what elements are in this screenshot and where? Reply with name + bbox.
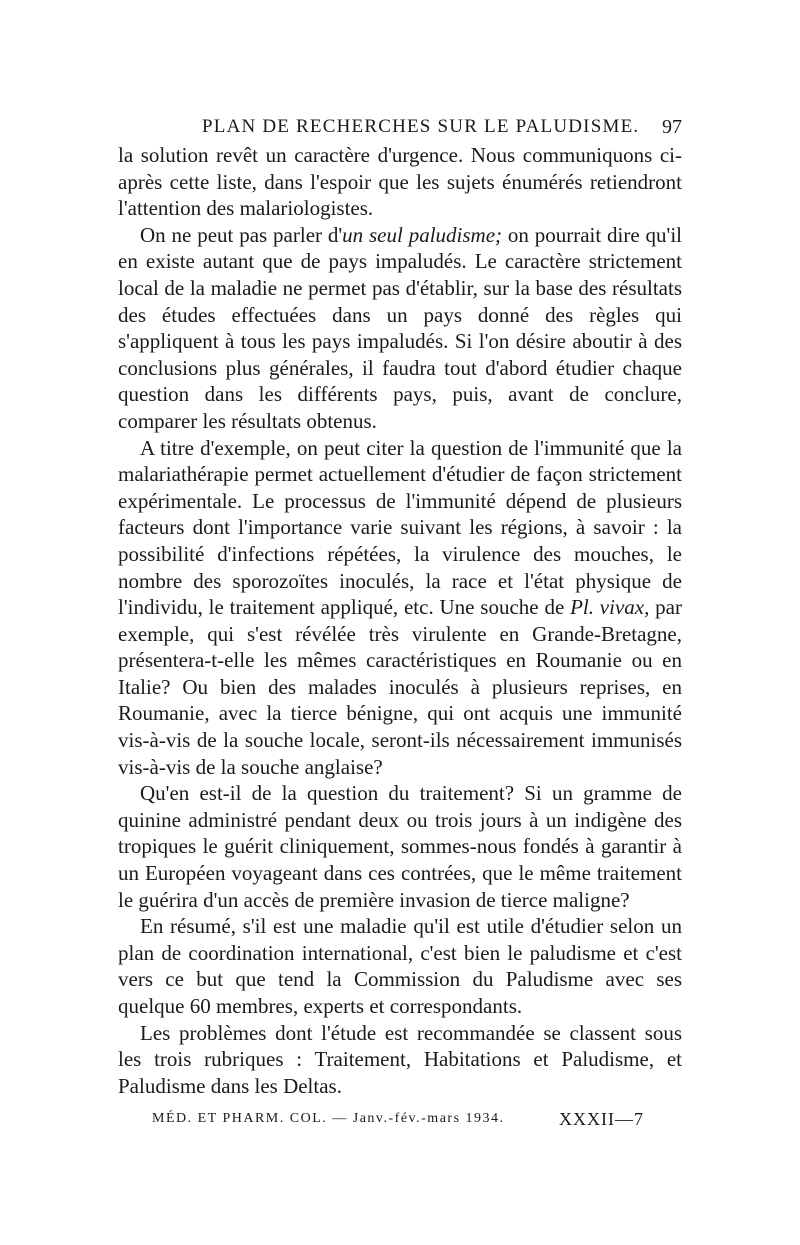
running-title: PLAN DE RECHERCHES SUR LE PALUDISME. bbox=[202, 116, 640, 137]
page-footer bbox=[118, 1107, 682, 1135]
paragraph-text: A titre d'exemple, on peut citer la question de l'immunité que la malariathérapie permet actuellement d'étudier de façon strictement expérimentale. Le processus de l'immunité dépend de plusieurs facteurs dont l'importance varie suivant les régions, à savoir : la possibilité d'infections répétées, la virulence des mouches, le nombre des sporozoïtes inoculés, la race et l'état physique de l'individu, le traitement appliqué, etc. Une souche de bbox=[118, 435, 682, 620]
paragraph: Qu'en est-il de la question du traitement? Si un gramme de quinine administré pendant deux ou trois jours à un indigène des tropiques le guérit cliniquement, sommes-nous fondés à garantir à un Européen voyageant dans ces contrées, que le même traitement le guérira d'un accès de première invasion de tierce maligne? bbox=[118, 781, 682, 912]
journal-source: MÉD. ET PHARM. COL. — Janv.-fév.-mars 1934. bbox=[152, 1111, 505, 1127]
emphasis: Pl. vivax, bbox=[570, 595, 650, 620]
paragraph bbox=[118, 435, 682, 781]
paragraph-text: par exemple, qui s'est révélée très virulente en Grande-Bretagne, présentera-t-elle les mêmes caractéristiques en Roumanie ou en Italie? Ou bien des malades inoculés à plusieurs reprises, en Roumanie, avec la tierce bénigne, qui ont acquis une immunité vis-à-vis de la souche locale, seront-ils nécessairement immunisés vis-à-vis de la souche anglaise? bbox=[118, 595, 682, 779]
emphasis: un seul paludisme; bbox=[342, 222, 503, 247]
paragraph: En résumé, s'il est une maladie qu'il est utile d'étudier selon un plan de coordination international, c'est bien le paludisme et c'est vers ce but que tend la Commission du Paludisme avec ses quelque 60 membres, experts et correspondants. bbox=[118, 914, 682, 1018]
book-page bbox=[118, 112, 682, 1135]
paragraph: la solution revêt un caractère d'urgence. Nous communiquons ci-après cette liste, dans l'espoir que les sujets énumérés retiendront l'attention des malariologistes. bbox=[118, 143, 682, 221]
running-head bbox=[118, 112, 682, 142]
paragraph-text: on pourrait dire qu'il en existe autant que de pays impaludés. Le caractère strictement local de la maladie ne permet pas d'établir, sur la base des résultats des études effectuées dans un pays donné des règles qui s'appliquent à tous les pays impaludés. Si l'on désire aboutir à des conclusions plus générales, il faudra tout d'abord étudier chaque question dans les différents pays, puis, avant de conclure, comparer les résultats obtenus. bbox=[118, 222, 683, 433]
paragraph: Les problèmes dont l'étude est recommandée se classent sous les trois rubriques : Traitement, Habitations et Paludisme, et Paludisme dans les Deltas. bbox=[118, 1020, 682, 1098]
body-text bbox=[118, 142, 682, 1099]
signature-mark: XXXII—7 bbox=[559, 1109, 644, 1130]
paragraph-text: On ne peut pas parler d' bbox=[140, 222, 343, 247]
page-number: 97 bbox=[662, 116, 682, 138]
paragraph bbox=[118, 222, 682, 435]
